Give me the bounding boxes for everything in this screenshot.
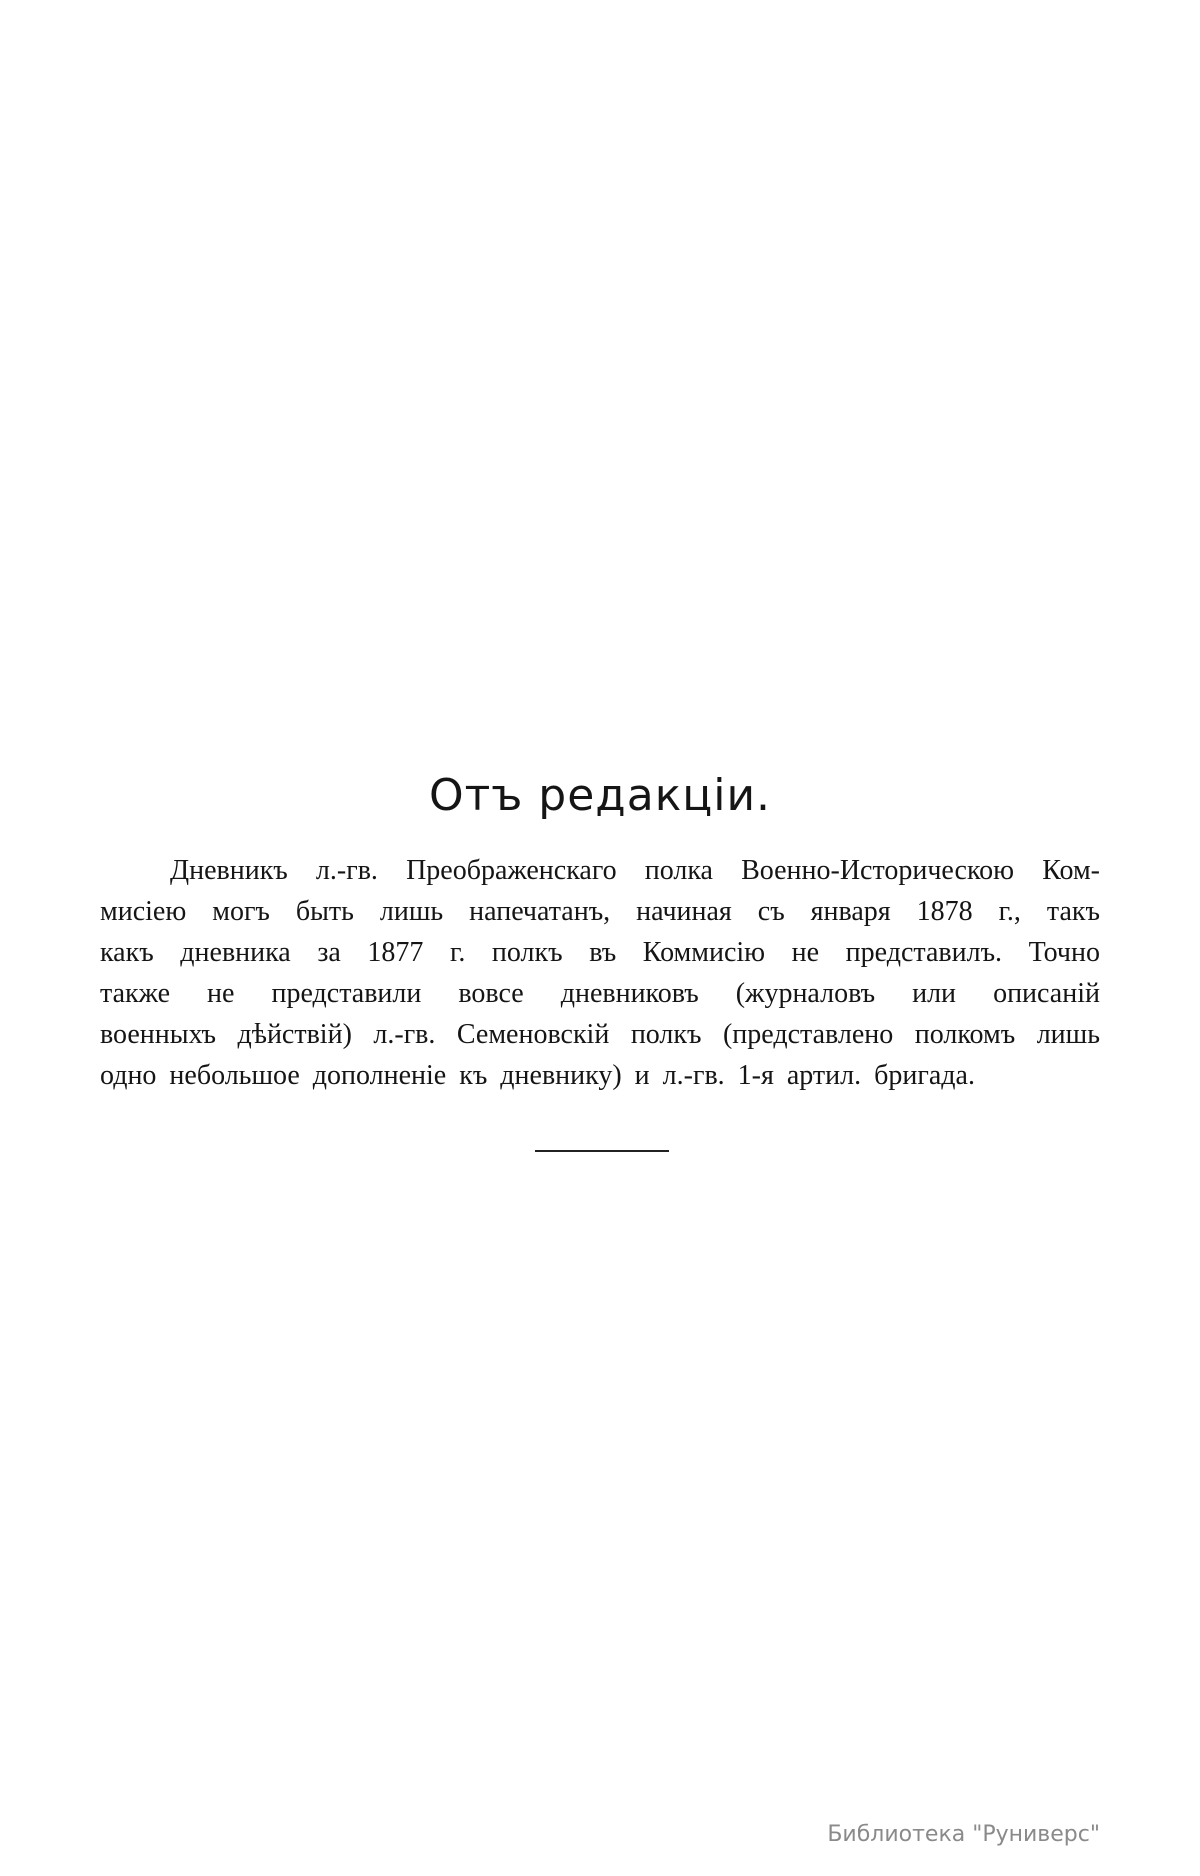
editorial-note-paragraph — [100, 850, 1100, 1096]
paragraph-line: мисіею могъ быть лишь напечатанъ, начиная съ января 1878 г., такъ — [100, 896, 1100, 927]
paragraph-line: одно небольшое дополненіе къ дневнику) и л.-гв. 1-я артил. бригада. — [100, 1060, 975, 1091]
library-watermark: Библиотека "Руниверс" — [827, 1822, 1100, 1847]
paragraph-line: также не представили вовсе дневниковъ (журналовъ или описаній — [100, 978, 1100, 1009]
section-heading: Отъ редакціи. — [428, 770, 772, 821]
paragraph-line: Дневникъ л.-гв. Преображенскаго полка Военно-Историческою Ком- — [170, 855, 1100, 886]
paragraph-line: какъ дневника за 1877 г. полкъ въ Коммисію не представилъ. Точно — [100, 937, 1100, 968]
paragraph-line: военныхъ дѣйствій) л.-гв. Семеновскій полкъ (представлено полкомъ лишь — [100, 1019, 1100, 1050]
section-divider — [535, 1150, 669, 1152]
